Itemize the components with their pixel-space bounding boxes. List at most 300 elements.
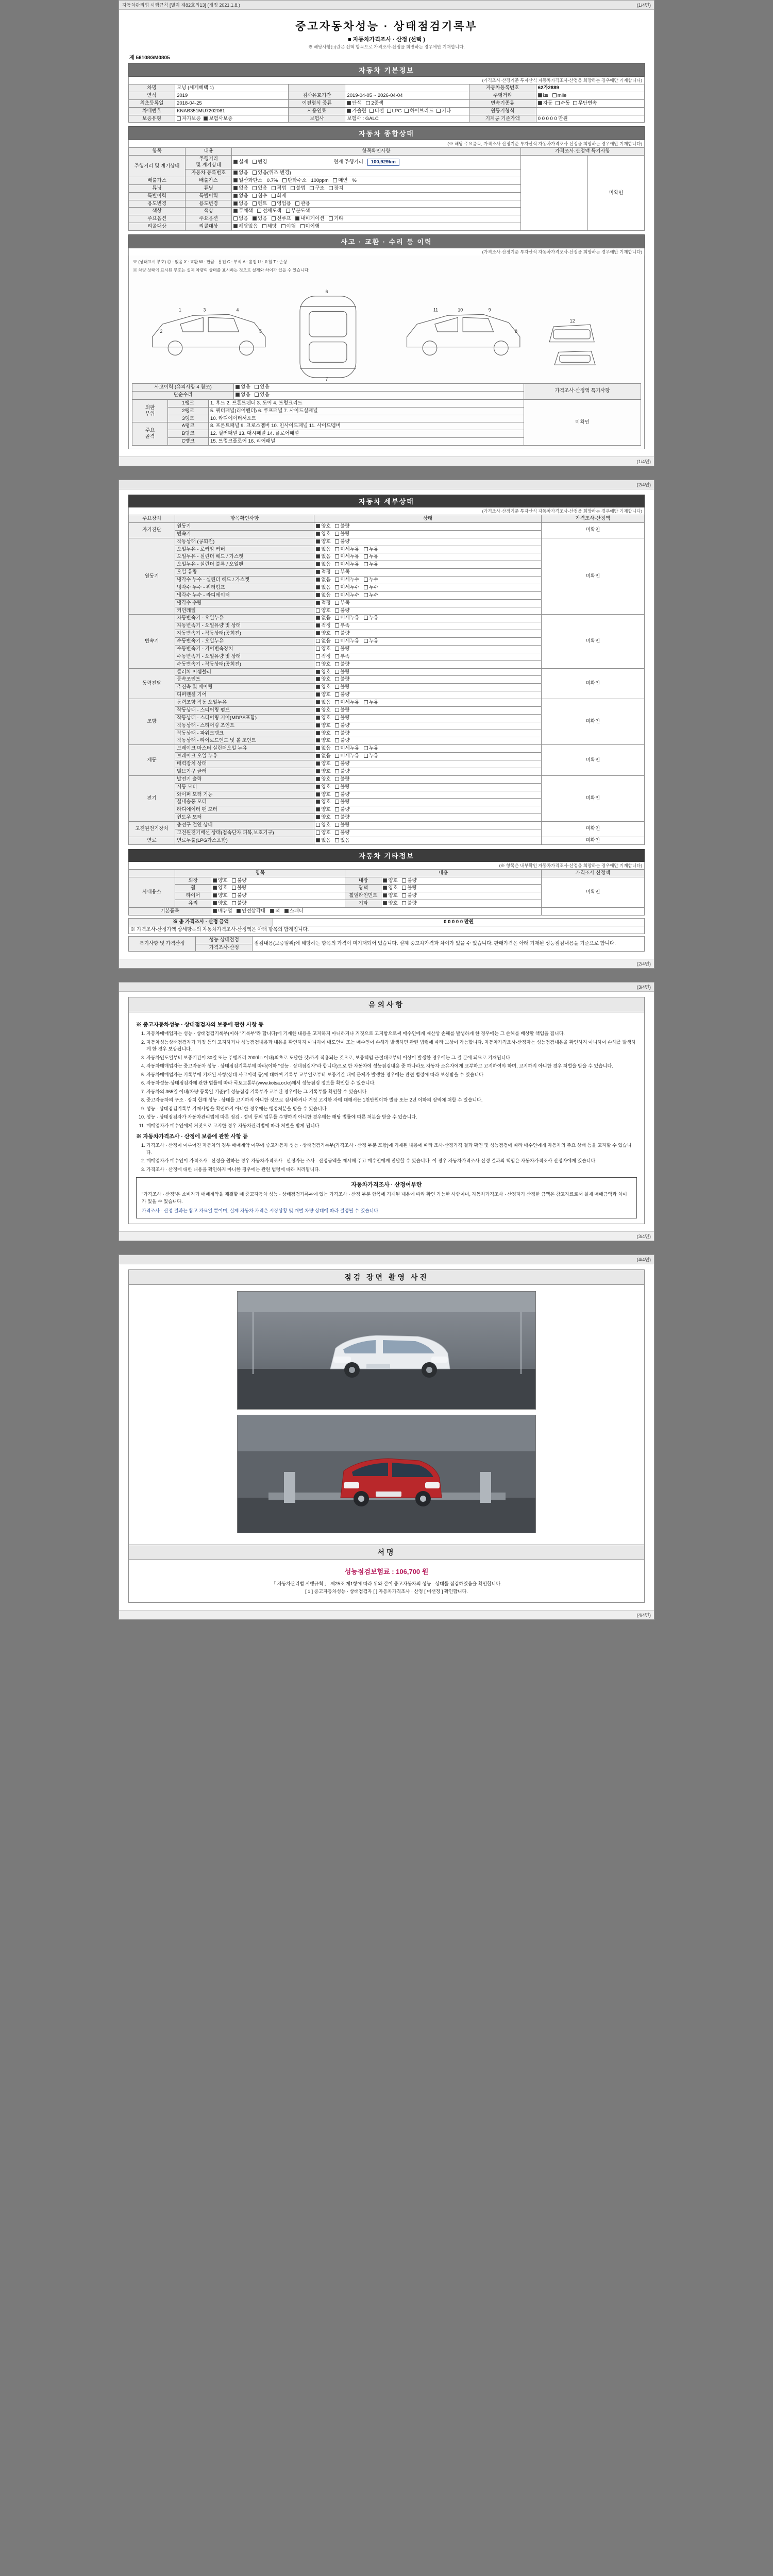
notice-item-1-6: 6. 자동차성능·상태점검자에 관한 법률에 따라 국토교통부(www.kotsa.or.kr)에서 성능점검 정보를 확인할 수 있습니다. [146,1080,637,1087]
mt-gear-good: 양호 [316,646,330,652]
detail-state-engine-radiator [314,591,541,599]
options-opt-navi: 내비게이션 [295,216,324,222]
notice-item-1-2: 2. 자동차성능상태점검자가 거짓 등의 고지하거나 성능점검내용과 내용을 확인하지 아니하여 매도인이 또는 매수인이 손해가 발생하면 관련 법령에 따라 보상이 가능합니다. 자동차가격조사·산정자는 성능점검내용을 확인하지 아니하여 손해를 발생하게 한 경우 보상됩니다. [146,1039,637,1053]
page-2 [119,480,654,969]
page-3 [119,982,654,1241]
total-value: 0 0 0 0 0 만원 [273,918,645,926]
accident-history-table [132,383,641,399]
recall-opt-done: 이행 [281,224,296,230]
detail-item-engine-commonrail: 커먼레일 [175,607,314,615]
frame-rank-b: B랭크 [168,430,209,438]
eng-oilqty-low: 부족 [335,569,349,575]
other-head-item: 항목 [175,869,345,877]
gl-bad: 불량 [232,901,246,907]
sm-good: 양호 [316,784,330,790]
condition-head-content: 내용 [186,148,232,156]
notice-head-2: ※ 자동차가격조사 · 산정에 보증에 관한 사항 등 [136,1133,248,1140]
wp-bad: 불량 [335,792,349,798]
pol-good: 양호 [383,885,397,891]
page-2-foot: (2/4면) [119,959,654,968]
tire-good: 양호 [213,893,227,899]
inspection-fee-label: 성능점검보험료 : [344,1568,394,1576]
detail-item-wiper: 와이퍼 모터 기능 [175,791,314,799]
eng-wp-leak: 누수 [364,585,378,591]
detail-item-brake-master: 브레이크 마스터 실린더오일 누유 [175,745,314,753]
detail-price-trans: 미확인 [541,615,644,668]
other-state-glass [211,900,345,908]
etc-good: 양호 [383,901,397,907]
car-diagram [132,275,641,383]
detail-state-at-oil [314,622,541,630]
detail-state-steer-gear [314,714,541,722]
detail-state-engine-head [314,553,541,561]
detail-state-selfdiag-engine [314,522,541,530]
notice-list-3 [136,1142,637,1173]
condition-price-cell [520,156,587,231]
frame-rank-1-parts: 1. 후드 2. 프론트펜더 3. 도어 4. 트렁크리드 [209,399,524,407]
special-note-table [128,936,645,952]
bm-leak: 누유 [364,745,378,752]
detail-table [128,515,645,845]
other-state-align [381,892,541,900]
notice-item-1-7: 7. 자동차의 365일 이내(차량 등록일 기준)에 성능점검 기록부가 교부된 경우에는 그 기록부를 확인할 수 있습니다. [146,1089,637,1096]
options-opt-none: 없음 [233,216,248,222]
detail-item-diffgear: 디퍼렌셜 기어 [175,691,314,699]
al-good: 양호 [383,893,397,899]
frame-rank-c-parts: 15. 트렁크플로어 16. 리어패널 [209,438,524,446]
detail-item-engine-waterpump: 냉각수 누수 - 워터펌프 [175,584,314,591]
svg-text:6: 6 [325,289,328,294]
fuel-opt-hybrid: 하이브리드 [405,108,433,114]
other-head-price: 가격조사·산정액 [541,869,644,877]
page-1-foot: (1/4면) [119,456,654,466]
wm-good: 양호 [316,815,330,821]
basic-label-baseprice: 기계공 기준가액 [469,115,536,123]
eng-head-micro: 미세누유 [335,554,359,560]
detail-state-blower [314,799,541,806]
emission-hc-value: 100ppm [311,177,329,183]
basic-label-engine: 원동기형식 [469,107,536,115]
condition-label-usage: 용도변경 [129,200,186,208]
detail-item-at-leak: 자동변속기 - 오일누유 [175,615,314,622]
tuning-opt-yes: 있음 [253,185,267,192]
section-accident-caption: (가격조사·산정기준 투자산식 자동차가격조사·산정을 희망하는 경우에만 기재합니다) [128,248,645,256]
detail-item-clutch: 클러치 어셈블리 [175,668,314,676]
signature-line-1: 「 자동차관리법 시행규칙 」 제25조 제1항에 따라 위와 같이 중고자동차의 성능 · 상태를 점검하였음을 확인합니다. [271,1581,502,1587]
notice-warning-text-1: "가격조사 · 산정"은 소비자가 매매계약을 체결할 때 중고자동차 성능 · 상태점검기록부에 있는 가격조사 · 산정 부분 항목에 기재된 내용에 따라 확인 가능한 사항이며, 자동차가격조사 · 산정자가 산정한 금액은 참고자료로서 실제 매매금액과 차이가 있을 수 있습니다. [142,1192,627,1205]
usage-opt-direct: 관용 [295,201,310,207]
bi-jack: 잭 [270,908,280,914]
mt-oil-low: 부족 [335,654,349,660]
wheel-bad: 불량 [232,885,246,891]
bl-good: 양호 [316,799,330,805]
mileage-opt-2: mile [552,93,566,99]
detail-price-brake: 미확인 [541,745,644,776]
eng-rocker-none: 없음 [316,547,330,553]
detail-item-engine-block: 오일누유 - 실린더 블록 / 오일팬 [175,561,314,569]
other-label-glass: 유리 [175,900,211,908]
svg-text:12: 12 [569,318,575,324]
detail-item-fuel-leak: 연료누출(LPG가스포함) [175,837,314,844]
frame-rank-1: 1랭크 [168,399,209,407]
detail-item-mt-work: 수동변속기 - 작동상태(공회전) [175,660,314,668]
other-label-exterior: 외장 [175,877,211,885]
hv-ch-good: 양호 [316,822,330,828]
section-detail-bar: 자동차 세부상태 [128,495,645,507]
detail-state-engine-idle [314,538,541,546]
other-head-content: 내용 [345,869,541,877]
detail-state-startmotor [314,783,541,791]
at-oil-low: 부족 [335,623,349,629]
notice-item-3-2: 2. 매매업자가 매수인이 가격조사 · 산정을 원하는 경우 자동차가격조사 · 산정자는 조사 · 산정금액을 제시해 주고 매수인에게 전달할 수 있습니다. 이 경우 자동차가격조사·산정 결과의 책임은 자동차가격조사·산정자에게 있습니다. [146,1158,637,1165]
trans-opt-semi: 무단변속 [573,100,597,107]
other-state-exterior [211,877,345,885]
cv-bad: 불량 [335,676,349,683]
gl-good: 양호 [213,901,227,907]
other-state-basicitems [211,908,542,916]
at-leak-micro: 미세누유 [335,615,359,621]
basic-info-table [128,84,645,123]
notice-warning-text-2: 가격조사 · 산정 결과는 참고 자료일 뿐이며, 실제 자동차 가격은 시장상황 및 개별 차량 상태에 따라 결정될 수 있습니다. [142,1208,380,1214]
sm-bad: 불량 [335,784,349,790]
basic-label-blank1 [289,84,345,92]
st-leak-none: 없음 [316,700,330,706]
frame-rank-a: A랭크 [168,422,209,430]
emission-hc-label: 탄화수소 [282,178,307,184]
valve-good: 양호 [316,769,330,775]
ps-bad: 불량 [335,684,349,690]
rf-bad: 불량 [335,807,349,813]
eng-block-leak: 누유 [364,562,378,568]
bl-bad: 불량 [335,799,349,805]
accident-legend-1: ※ (상태표시 부호) ◎ : 없음 X : 교환 W : 판금 · 용접 C : 부식 A : 흠집 U : 요철 T : 손상 [133,260,288,264]
frame-label-exterior: 외판 부위 [132,399,168,422]
other-group-label: 사내용소 [129,877,175,908]
page-note: ※ 해당사항(□)란은 선택 항목으로 가격조사·산정을 희망하는 경우에만 기재합니다. [308,44,465,49]
eng-block-none: 없음 [316,562,330,568]
page-2-topbar [119,480,654,489]
fuel-opt-lpg: LPG [387,108,402,114]
accident-hist-none: 없음 [236,384,250,391]
detail-price-power: 미확인 [541,668,644,699]
detail-head-state: 상태 [314,515,541,523]
tuning-opt-none: 없음 [233,185,248,192]
at-oil-ok: 적정 [316,623,330,629]
int-bad: 불량 [402,878,416,884]
usage-opt-business: 영업용 [272,201,291,207]
section-basic-info-caption: (가격조사·산정기준 투자산식 자동차가격조사·산정을 희망하는 경우에만 기재합니다) [128,77,645,84]
basic-label-firstreg: 최초등록일 [129,99,175,107]
frame-rank-b-parts: 12. 필러패널 13. 대시패널 14. 플로어패널 [209,430,524,438]
condition-row-mileage-content: 주행거리 및 계기상태 [186,156,232,170]
mt-leak-none: 없음 [316,638,330,645]
ext-bad: 불량 [232,878,246,884]
simple-repair-check [234,391,524,399]
eng-cq-low: 부족 [335,600,349,606]
eng-wp-micro: 미세누수 [335,585,359,591]
emission-co-label: 일산화탄소 [233,178,262,184]
eng-wp-none: 없음 [316,585,330,591]
mt-gear-bad: 불량 [335,646,349,652]
detail-item-radfan: 라디에이터 팬 모터 [175,806,314,814]
special-text: 점검내용(보증범위)에 해당하는 항목의 가격이 미기재되어 있습니다. 실제 중고차가격과 차이가 있을 수 있습니다. 판매가격은 아래 기재된 성능점검내용을 기준으로 합니다. [253,936,645,952]
hv-ch-bad: 불량 [335,822,349,828]
detail-head-device: 주요장치 [129,515,175,523]
basic-label-inspect: 검사유효기간 [289,92,345,99]
detail-state-propshaft [314,684,541,691]
pc-good: 양호 [316,731,330,737]
photo-section-title: 점검 장면 촬영 사진 [128,1269,645,1285]
options-opt-sunroof: 선루프 [272,216,291,222]
sd-eng-good: 양호 [316,523,330,530]
signature-line-2: [ 1 ] 중고자동차성능 · 상태점검자 [ ] 자동차가격조사 · 산정 [ 미선정 ] 확인합니다. [305,1588,468,1594]
detail-state-hv-wire [314,829,541,837]
detail-item-hv-wire: 고전원전기배선 상태(접속단자,피복,보호기구) [175,829,314,837]
detail-state-engine-block [314,561,541,569]
car-diagram-svg [132,275,641,383]
basic-label-insurer: 보험사 [289,115,345,123]
detail-state-steer-leak [314,699,541,707]
detail-state-at-work [314,630,541,638]
detail-item-engine-oilqty: 오일 유량 [175,569,314,577]
condition-content-emission: 배출가스 [186,177,232,184]
detail-state-valve [314,768,541,775]
basic-label-vin: 차대번호 [129,107,175,115]
plate-opt-yes: 있음(위조·변경) [253,170,291,176]
condition-content-tuning: 튜닝 [186,184,232,192]
detail-item-windowmotor: 윈도우 모터 [175,814,314,822]
detail-state-fuel-leak [314,837,541,844]
tuning-opt-device: 장치 [329,185,343,192]
other-state-wheel [211,885,345,892]
detail-state-engine-cool-head [314,577,541,584]
dg-good: 양호 [316,692,330,698]
notice-list-1 [136,1030,637,1129]
eng-idle-good: 양호 [316,539,330,545]
condition-row-plate-content: 자동차 등록번호 [186,170,232,177]
other-state-interior [381,877,541,885]
recall-opt-yes: 해당 [262,224,277,230]
special-label: 특기사항 및 가격산정 [129,936,196,952]
detail-item-blower: 실내송풍 모터 [175,799,314,806]
detail-state-engine-waterpump [314,584,541,591]
options-opt-etc: 기타 [329,216,343,222]
plate-opt-none: 없음 [233,170,248,176]
bo-micro: 미세누유 [335,753,359,759]
detail-state-engine-commonrail [314,607,541,615]
eng-oilqty-ok: 적정 [316,569,330,575]
detail-head-price: 가격조사·산정액 [541,515,644,523]
detail-state-engine-rocker [314,546,541,553]
notice-item-1-1: 1. 자동차매매업자는 성능 · 상태점검기록부(이하 "기록부"라 합니다)에 기재한 내용을 고지하지 아니하거나 거짓으로 고지함으로써 매수인에게 재산상 손해를 발생하게 한 경우에는 그 손해를 배상할 책임을 집니다. [146,1030,637,1038]
wm-bad: 불량 [335,815,349,821]
svg-text:5: 5 [259,328,262,334]
emission-smoke-value: % [352,177,357,183]
dg-bad: 불량 [335,692,349,698]
mileage-state-changed: 변경 [253,159,267,165]
detail-item-engine-idle: 작동상태 (공회전) [175,538,314,546]
condition-content-history: 특별이력 [186,192,232,200]
notice-item-2-4: 11. 매매업자가 매수인에게 거짓으로 고지한 경우 자동차관리법에 따라 처벌을 받게 됩니다. [146,1123,637,1130]
basic-value-fuel [345,107,469,115]
hv-w-bad: 불량 [335,830,349,836]
basic-value-carname: 모닝 (세제혜택 1) [175,84,289,92]
basic-label-warranty: 보증유형 [129,115,175,123]
other-label-wheel: 휠 [175,885,211,892]
basic-value-extcolor [345,99,469,107]
signature-body [128,1560,645,1603]
pc-bad: 불량 [335,731,349,737]
detail-state-cvjoint [314,676,541,684]
etc-bad: 불량 [402,901,416,907]
eng-cr-good: 양호 [316,608,330,614]
detail-item-mt-gear: 수동변속기 - 기어변속장치 [175,645,314,653]
history-opt-flood: 침수 [253,193,267,199]
detail-item-engine-radiator: 냉각수 누수 - 라디에이터 [175,591,314,599]
detail-state-brake-oil [314,753,541,760]
basic-value-transmission [536,99,644,107]
detail-group-hv: 고전원전기장치 [129,822,175,837]
detail-item-propshaft: 추진축 및 베어링 [175,684,314,691]
bo-none: 없음 [316,753,330,759]
detail-state-alternator [314,775,541,783]
basic-value-plate: 62가2889 [536,84,644,92]
detail-group-power: 동력전달 [129,668,175,699]
total-table [128,918,645,934]
eng-cq-ok: 적정 [316,600,330,606]
recall-opt-notdone: 미이행 [300,224,320,230]
detail-group-fuel: 연료 [129,837,175,844]
detail-state-at-leak [314,615,541,622]
basic-value-baseprice: 0 0 0 0 0 만원 [536,115,644,123]
tuning-opt-structure: 구조 [310,185,324,192]
detail-state-engine-coolqty [314,599,541,607]
extcolor-opt-2: 2중색 [366,100,383,107]
detail-item-steer-gear: 작동상태 - 스티어링 기어(MDPS포함) [175,714,314,722]
detail-state-diffgear [314,691,541,699]
page-number-3: (3/4면) [636,985,651,990]
basic-label-extcolor: 이전형식 중류 [289,99,345,107]
condition-check-emission [232,177,521,184]
eng-rad-leak: 누수 [364,592,378,599]
bi-spanner: 스패너 [284,908,304,914]
basic-label-mileage: 주행거리 [469,92,536,99]
mt-leak-leak: 누유 [364,638,378,645]
frame-rank-a-parts: 8. 프론트패널 9. 크로스멤버 10. 인사이드패널 11. 사이드멤버 [209,422,524,430]
frame-rank-c: C랭크 [168,438,209,446]
condition-head-check: 항목확인사항 [232,148,521,156]
fl-none: 없음 [316,838,330,844]
basic-label-fuel: 사용연료 [289,107,345,115]
notice-item-1-4: 4. 자동차매매업자는 중고자동차 성능 · 상태점검기록부에 따라(이하 "성능 · 상태점검자"라 합니다)으로 한 자동차에 성능점검내용 중 하나라도 자동차 소유자에게 교부하고 고지하여야 하며, 고지하지 아니한 경우 처벌을 받을 수 있습니다. [146,1063,637,1070]
wp-good: 양호 [316,792,330,798]
st-joint-good: 양호 [316,723,330,729]
other-state-etc [381,900,541,908]
eng-ch-micro: 미세누수 [335,577,359,583]
detail-item-steer-leak: 동력조향 작동 오일누유 [175,699,314,707]
st-pump-bad: 불량 [335,707,349,714]
document-id: 제 56108GM0805 [129,55,170,61]
clutch-bad: 불량 [335,669,349,675]
basic-value-blank1 [345,84,469,92]
svg-text:11: 11 [433,307,439,313]
detail-item-selfdiag-trans: 변속기 [175,530,314,538]
notice-item-2-1: 8. 중고자동차의 구조 · 장치 합계 성능 · 상태를 고지하지 아니한 것으로 검사하거나 거짓 고지한 자에 대해서는 1천만원이하 벌금 또는 2년 이하의 징역에 처할 수 있습니다. [146,1097,637,1104]
basic-label-transmission: 변속기종류 [469,99,536,107]
frame-rank-3-parts: 10. 라디에이터서포트 [209,415,524,422]
detail-item-engine-cool-head: 냉각수 누수 - 실린더 헤드 / 가스켓 [175,577,314,584]
detail-state-radfan [314,806,541,814]
condition-check-options [232,215,521,223]
extcolor-opt-1: 단색 [347,100,361,107]
tr-good: 양호 [316,738,330,744]
photo-front [237,1291,536,1410]
usage-opt-rent: 렌트 [253,201,267,207]
notice-head-1: ※ 중고자동차성능 · 상태점검자의 보증에 관한 사항 등 [136,1022,264,1028]
detail-item-steer-joint: 작동상태 - 스티어링 조인트 [175,722,314,730]
color-opt-full: 전체도색 [257,208,281,214]
other-info-table [128,869,645,916]
photo-underbody [237,1415,536,1533]
detail-state-mt-leak [314,638,541,646]
basic-label-plate: 자동차등록번호 [469,84,536,92]
condition-row-plate-check [232,170,521,177]
history-opt-none: 없음 [233,193,248,199]
section-basic-info-bar: 자동차 기본정보 [128,63,645,77]
special-sub-1: 성능·상태점검 [196,936,253,944]
other-label-etc: 기타 [345,900,381,908]
al-bad: 불량 [402,893,416,899]
eng-idle-bad: 불량 [335,539,349,545]
at-work-good: 양호 [316,631,330,637]
at-leak-none: 없음 [316,615,330,621]
detail-state-selfdiag-trans [314,530,541,538]
condition-content-color: 색상 [186,208,232,215]
svg-text:1: 1 [178,307,181,313]
notice-warning-box [136,1177,637,1218]
page-subtitle: ■ 자동차가격조사 · 산정 (선택 ) [348,37,425,43]
fl-yes: 있음 [335,838,349,844]
page-number-2: (2/4면) [636,482,651,487]
ext-good: 양호 [213,878,227,884]
tuning-opt-illegal: 불법 [291,185,305,192]
detail-state-mt-oil [314,653,541,660]
condition-check-history [232,192,521,200]
page-3-foot: (3/4면) [119,1231,654,1241]
frame-rank-2: 2랭크 [168,407,209,415]
condition-label-color: 색상 [129,208,186,215]
condition-label-tuning: 튜닝 [129,184,186,192]
st-gear-good: 양호 [316,715,330,721]
svg-text:9: 9 [488,307,491,313]
wheel-good: 양호 [213,885,227,891]
pol-bad: 불량 [402,885,416,891]
page-1 [119,0,654,466]
page-number-1: (1/4면) [636,3,651,8]
basic-value-warranty [175,115,289,123]
accident-legend-2: ※ 차량 상태에 표시된 부호는 실제 차량의 상태를 표시하는 것으로 실제와 차이가 있을 수 있습니다. [133,268,310,273]
sd-tr-good: 양호 [316,531,330,537]
detail-state-booster [314,760,541,768]
accident-price-head: 가격조사·산정액 특기사항 [524,384,641,399]
usage-opt-none: 없음 [233,201,248,207]
condition-content-recall: 리콜대상 [186,223,232,231]
eng-cr-bad: 불량 [335,608,349,614]
section-condition-bar: 자동차 종합상태 [128,126,645,140]
trans-opt-auto: 자동 [538,100,552,107]
bm-micro: 미세누유 [335,745,359,752]
detail-price-selfdiag: 미확인 [541,522,644,538]
